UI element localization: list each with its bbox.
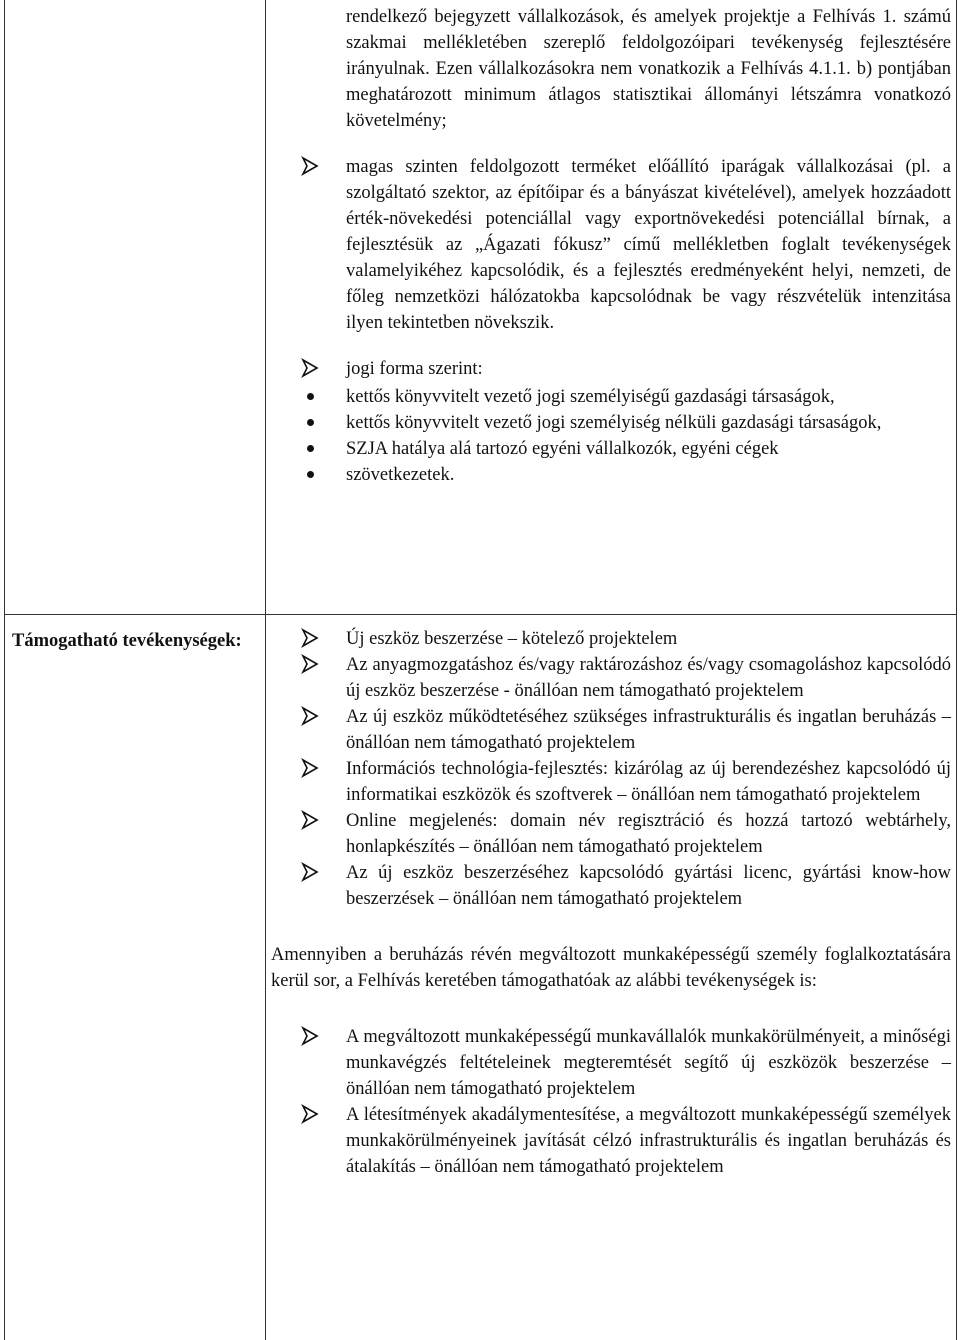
activity-text: Új eszköz beszerzése – kötelező projektelem	[346, 629, 678, 649]
arrowhead-bullet-icon	[301, 810, 319, 830]
extra-activity-text: A megváltozott munkaképességű munkavállalók munkakörülményeit, a minőségi munkavégzés feltételeinek megteremtését segítő új eszközök beszerzése – önállóan nem támogatható projektelem	[346, 1027, 951, 1099]
extra-activity-text: A létesítmények akadálymentesítése, a megváltozott munkaképességű személyek munkakörülményeinek javítását célzó infrastrukturális és ingatlan beruházás és átalakítás – önállóan nem támogatható projektelem	[346, 1105, 951, 1177]
legal-form-item	[271, 436, 951, 462]
activity-text: Az anyagmozgatáshoz és/vagy raktározáshoz és/vagy csomagoláshoz kapcsolódó új eszköz beszerzése - önállóan nem támogatható projektelem	[346, 655, 951, 701]
round-bullet-icon	[307, 393, 314, 400]
activity-item	[271, 704, 951, 756]
legal-form-item	[271, 384, 951, 410]
legal-form-item	[271, 410, 951, 436]
arrowhead-bullet-icon	[301, 862, 319, 882]
activity-text: Az új eszköz működtetéséhez szükséges infrastrukturális és ingatlan beruházás – önállóan nem támogatható projektelem	[346, 707, 951, 753]
arrowhead-bullet-icon	[301, 156, 319, 176]
activity-item	[271, 626, 951, 652]
legal-form-text: szövetkezetek.	[346, 465, 455, 485]
round-bullet-icon	[307, 471, 314, 478]
activity-item	[271, 652, 951, 704]
arrowhead-bullet-icon	[301, 628, 319, 648]
legal-form-heading-item	[271, 356, 951, 382]
round-bullet-icon	[307, 419, 314, 426]
arrowhead-bullet-icon	[301, 358, 319, 378]
activities-cell	[271, 626, 951, 1180]
legal-form-text: kettős könyvvitelt vezető jogi személyiségű gazdasági társaságok,	[346, 387, 835, 407]
arrowhead-bullet-icon	[301, 758, 319, 778]
legal-form-item	[271, 462, 951, 488]
industry-list-item	[271, 154, 951, 336]
activity-item	[271, 756, 951, 808]
activity-text: Az új eszköz beszerzéséhez kapcsolódó gyártási licenc, gyártási know-how beszerzések – önállóan nem támogatható projektelem	[346, 863, 951, 909]
extra-activity-item	[271, 1102, 951, 1180]
continuation-text: rendelkező bejegyzett vállalkozások, és amelyek projektje a Felhívás 1. számú szakmai mellékletében szereplő feldolgozóipari tevékenység fejlesztésére irányulnak. Ezen vállalkozásokra nem vonatkozik a Felhívás 4.1.1. b) pontjában meghatározott minimum átlagos statisztikai állományi létszámra vonatkozó követelmény;	[346, 7, 951, 131]
round-bullet-icon	[307, 445, 314, 452]
activity-text: Információs technológia-fejlesztés: kizárólag az új berendezéshez kapcsolódó új informatikai eszközök és szoftverek – önállóan nem támogatható projektelem	[346, 759, 951, 805]
industry-item-text: magas szinten feldolgozott terméket előállító iparágak vállalkozásai (pl. a szolgáltató szektor, az építőipar és a bányászat kivételével), amelyek hozzáadott érték-növekedési potenciállal vagy exportnövekedési potenciállal bírnak, a fejlesztésük az „Ágazati fókusz” című mellékletben foglalt tevékenységek valamelyikéhez kapcsolódik, és a fejlesztés eredményeként helyi, nemzeti, de főleg nemzetközi hálózatokba kapcsolódnak be vagy részvételük intenzitása ilyen tekintetben növekszik.	[346, 157, 951, 333]
extra-activity-item	[271, 1024, 951, 1102]
table-left-border	[4, 0, 5, 1340]
activity-text: Online megjelenés: domain név regisztráció és hozzá tartozó webtárhely, honlapkészítés – önállóan nem támogatható projektelem	[346, 811, 951, 857]
arrowhead-bullet-icon	[301, 706, 319, 726]
arrowhead-bullet-icon	[301, 1104, 319, 1124]
intro-paragraph: Amennyiben a beruházás révén megváltozott munkaképességű személy foglalkoztatására kerül sor, a Felhívás keretében támogathatóak az alábbi tevékenységek is:	[271, 945, 951, 991]
row-label: Támogatható tevékenységek:	[12, 631, 242, 651]
arrowhead-bullet-icon	[301, 1026, 319, 1046]
legal-form-text: SZJA hatálya alá tartozó egyéni vállalkozók, egyéni cégek	[346, 439, 779, 459]
activity-item	[271, 860, 951, 912]
arrowhead-bullet-icon	[301, 654, 319, 674]
legal-form-heading: jogi forma szerint:	[346, 359, 483, 379]
table-row-divider	[4, 614, 957, 615]
table-right-border	[956, 0, 957, 1340]
legal-form-text: kettős könyvvitelt vezető jogi személyiség nélküli gazdasági társaságok,	[346, 413, 882, 433]
table-column-divider	[265, 0, 266, 1340]
activity-item	[271, 808, 951, 860]
eligibility-cell	[271, 4, 951, 488]
